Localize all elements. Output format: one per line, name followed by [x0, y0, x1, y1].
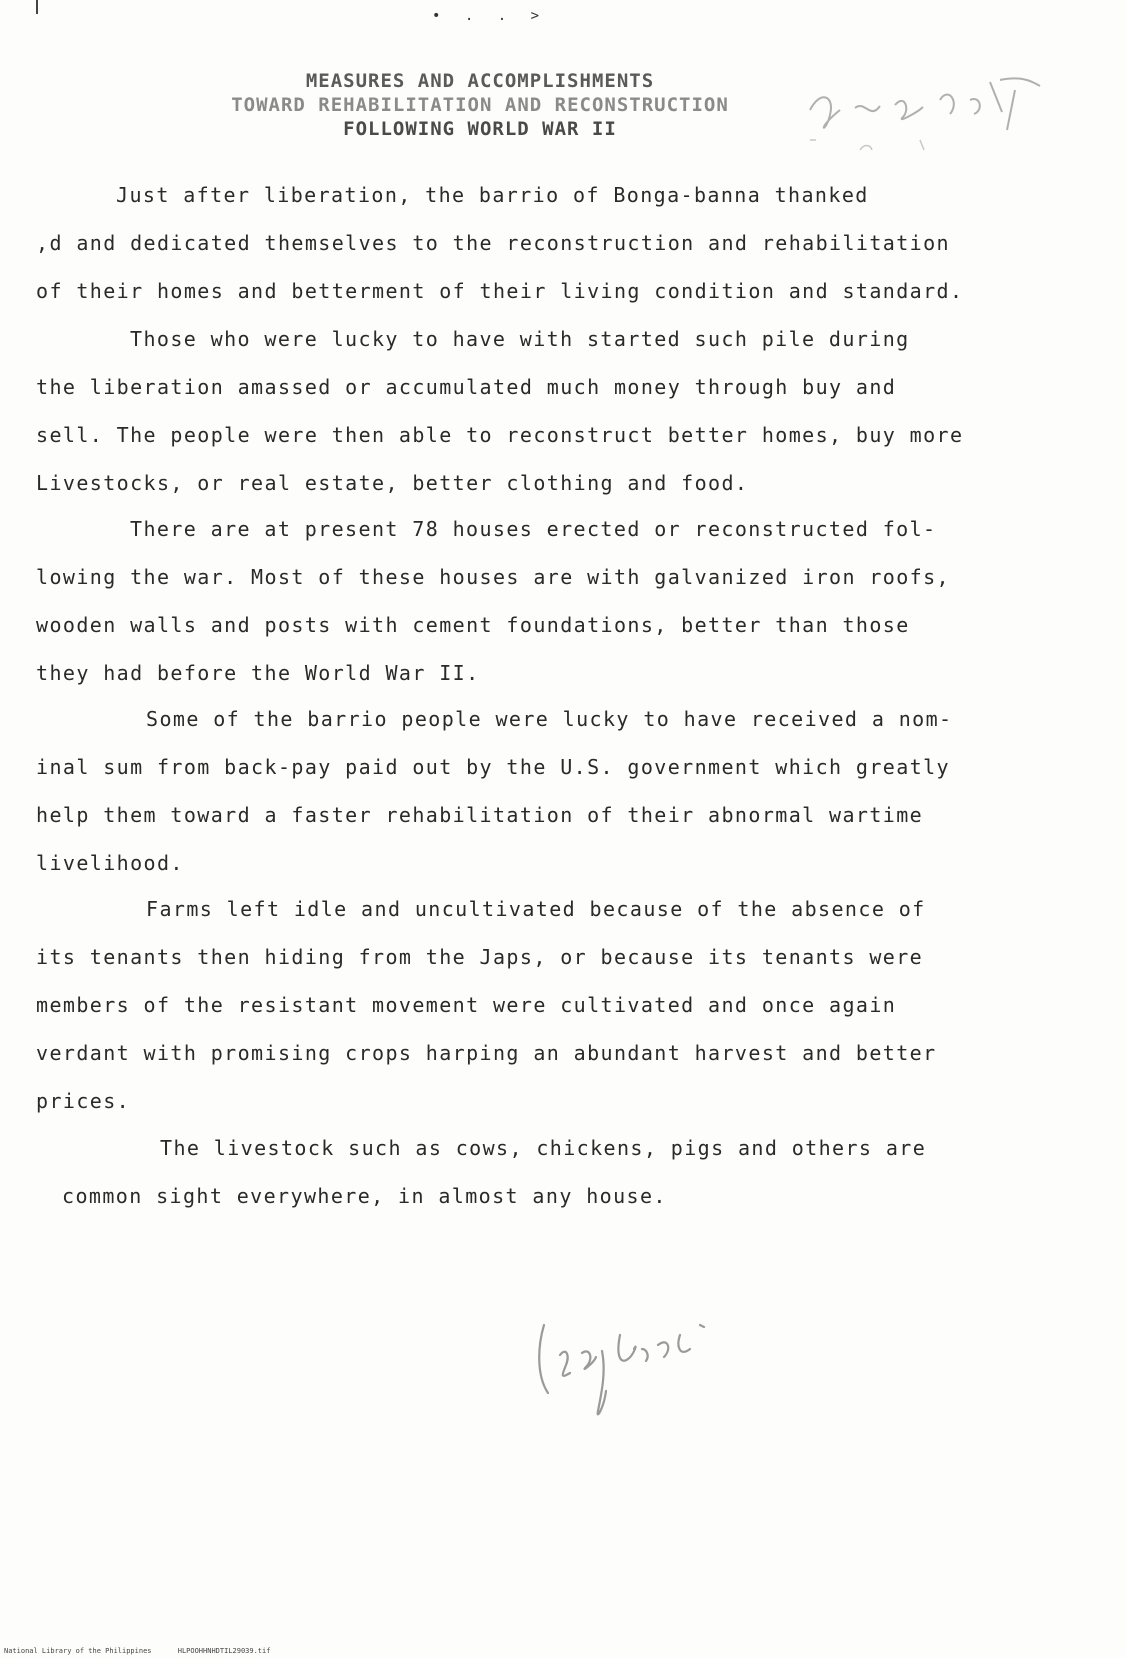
scan-footer: [4, 1647, 292, 1655]
body-line: its tenants then hiding from the Japs, or because its tenants were: [36, 945, 924, 969]
body-line: common sight everywhere, in almost any house.: [62, 1184, 667, 1208]
document-title-line-2: TOWARD REHABILITATION AND RECONSTRUCTION: [231, 94, 729, 116]
body-line: the liberation amassed or accumulated much money through buy and: [36, 375, 897, 399]
body-line: Those who were lucky to have with started such pile during: [130, 327, 910, 351]
body-line: help them toward a faster rehabilitation of their abnormal wartime: [36, 803, 924, 827]
body-line: There are at present 78 houses erected or reconstructed fol-: [130, 517, 937, 541]
document-title-line-1: MEASURES AND ACCOMPLISHMENTS: [305, 70, 655, 92]
body-line: prices.: [36, 1089, 131, 1113]
body-line: Farms left idle and uncultivated because of the absence of: [146, 897, 926, 921]
top-mark: • . . >: [432, 8, 548, 24]
body-line: sell. The people were then able to reconstruct better homes, buy more: [36, 423, 964, 447]
body-line: wooden walls and posts with cement foundations, better than those: [36, 613, 910, 637]
body-line: lowing the war. Most of these houses are with galvanized iron roofs,: [36, 565, 950, 589]
body-line: The livestock such as cows, chickens, pigs and others are: [160, 1136, 927, 1160]
body-line: Livestocks, or real estate, better clothing and food.: [36, 471, 749, 495]
body-line: inal sum from back-pay paid out by the U.S. government which greatly: [36, 755, 950, 779]
document-title-line-3: FOLLOWING WORLD WAR II: [343, 118, 617, 140]
footer-file: HLPOOHHNHDTIL29039.tif: [177, 1647, 271, 1655]
body-line: members of the resistant movement were cultivated and once again: [36, 993, 897, 1017]
handwritten-annotation: [800, 70, 1100, 170]
body-line: Some of the barrio people were lucky to have received a nom-: [146, 707, 953, 731]
handwritten-signature: [530, 1305, 820, 1425]
body-line: they had before the World War II.: [36, 661, 480, 685]
body-line: ,d and dedicated themselves to the reconstruction and rehabilitation: [36, 231, 950, 255]
body-line: verdant with promising crops harping an abundant harvest and better: [36, 1041, 937, 1065]
scan-corner-mark: [36, 0, 38, 14]
body-line: Just after liberation, the barrio of Bonga-banna thanked: [116, 183, 869, 207]
body-line: livelihood.: [36, 851, 184, 875]
body-line: of their homes and betterment of their living condition and standard.: [36, 279, 964, 303]
footer-library: National Library of the Philippines: [4, 1647, 152, 1655]
